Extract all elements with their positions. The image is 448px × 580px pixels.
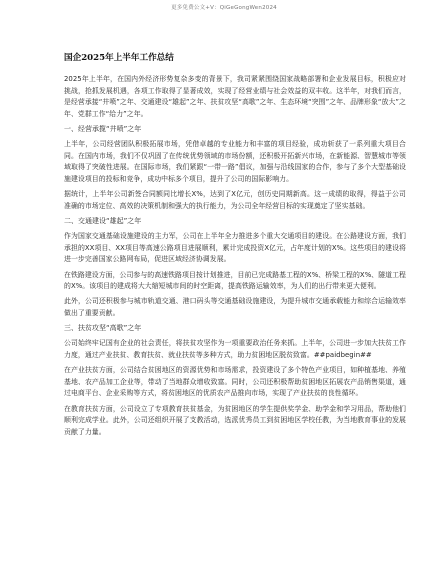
page-header: 更多免费公文+V：QiGeGongWen2024 — [171, 5, 277, 11]
paragraph: 公司始终牢记国有企业的社会责任，将扶贫攻坚作为一项重要政治任务来抓。上半年，公司进一步加大扶贫工作力度，通过产业扶贫、教育扶贫、就业扶贫等多种方式，助力贫困地区脱贫致富。##paidbegin## — [64, 339, 406, 359]
document-body — [64, 52, 406, 442]
section-heading: 二、交通建设“雄起”之年 — [64, 217, 142, 226]
document-title: 国企2025年上半年工作总结 — [64, 53, 174, 63]
paragraph: 此外，公司还积极参与城市轨道交通、港口码头等交通基础设施建设，为提升城市交通承载能力和综合运输效率做出了重要贡献。 — [64, 297, 406, 318]
paragraph: 2025年上半年，在国内外经济形势复杂多变的背景下，我司紧紧围绕国家战略部署和企业发展目标，积极应对挑战，抢抓发展机遇，各项工作取得了显著成效，实现了经营业绩与社会效益的双丰收。这半年，对我们而言，是经营承接“井喷”之年、交通建设“雄起”之年、扶贫攻坚“高歌”之年、生态环境“突围”之年、品牌形象“放大”之年、党群工作“给力”之年。 — [64, 75, 406, 119]
paragraph: 作为国家交通基础设施建设的主力军，公司在上半年全力推进多个重大交通项目的建设。在公路建设方面，我们承担的XX项目、XX项目等高速公路项目进展顺利，累计完成投资X亿元，占年度计划的X%。这些项目的建设将进一步完善国家公路网布局，促进区域经济协调发展。 — [64, 231, 406, 264]
document-content — [64, 74, 406, 439]
paragraph: 上半年，公司经营团队积极拓展市场，凭借卓越的专业能力和丰富的项目经验，成功斩获了一系列重大项目合同。在国内市场，我们不仅巩固了在传统优势领域的市场份额，还积极开拓新兴市场，在新能源、智慧城市等领域取得了突破性进展。在国际市场，我们紧跟“一带一路”倡议，加强与沿线国家的合作，参与了多个大型基础设施建设项目的投标和竞争，成功中标多个项目，提升了公司的国际影响力。 — [64, 140, 406, 184]
paragraph: 在铁路建设方面，公司参与的高速铁路项目按计划推进，目前已完成路基工程的X%、桥梁工程的X%、隧道工程的X%。该项目的建成将大大缩短城市间的时空距离，提高铁路运输效率，为人们的出行带来更大便利。 — [64, 270, 406, 291]
section-heading: 一、经营承揽“井喷”之年 — [64, 125, 142, 134]
paragraph: 在教育扶贫方面，公司设立了专项教育扶贫基金，为贫困地区的学生提供奖学金、助学金和学习用品，帮助他们顺利完成学业。此外，公司还组织开展了支教活动，选派优秀员工到贫困地区学校任教，为当地教育事业的发展贡献了力量。 — [64, 404, 406, 436]
paragraph: 在产业扶贫方面，公司结合贫困地区的资源优势和市场需求，投资建设了多个特色产业项目，如种植基地、养殖基地、农产品加工企业等，带动了当地群众增收致富。同时，公司还积极帮助贫困地区拓展农产品销售渠道，通过电商平台、企业采购等方式，将贫困地区的优质农产品推向市场，实现了产业扶贫的良性循环。 — [64, 365, 406, 398]
paragraph: 据统计，上半年公司新签合同额同比增长X%，达到了X亿元，创历史同期新高。这一成绩的取得，得益于公司准确的市场定位、高效的决策机制和强大的执行能力，为公司全年经营目标的实现奠定了坚实基础。 — [64, 190, 406, 211]
section-heading: 三、扶贫攻坚“高歌”之年 — [64, 324, 142, 333]
